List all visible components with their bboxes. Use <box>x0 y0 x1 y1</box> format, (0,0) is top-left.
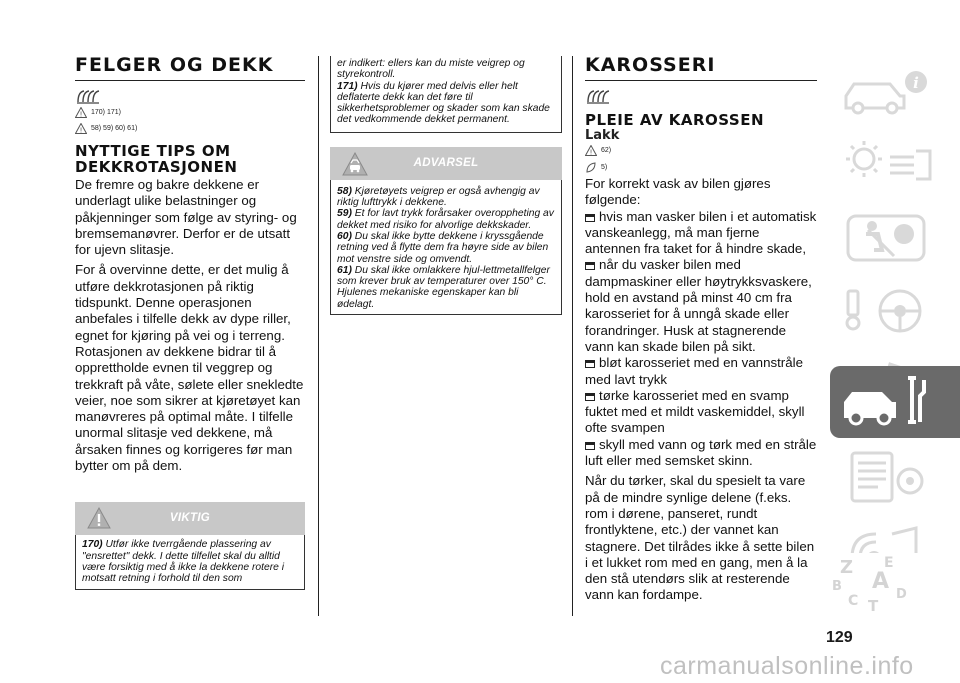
warning-number: 61) <box>337 264 352 276</box>
index-icon <box>830 553 960 619</box>
index-letter: T <box>868 597 879 615</box>
continued-note-box <box>330 56 562 133</box>
ref-numbers: 170) 171) <box>91 109 121 116</box>
list-item-text: når du vasker bilen med dampmaskiner eller høytrykksvaskere, hold en avstand på minst 40 cm fra karosseriet for å unngå skade eller forandringer. Husk at stagnerende vann kan skade bilen på sikt. <box>585 257 812 354</box>
advarsel-label: ADVARSEL <box>413 156 479 169</box>
index-letter: A <box>872 569 890 594</box>
caution-triangle-icon <box>585 145 597 156</box>
ref-row-1 <box>585 144 817 157</box>
body-text <box>585 176 817 604</box>
bullet-icon <box>585 393 595 401</box>
note-text: er indikert: ellers kan du miste veigrep og styrekontroll. <box>337 58 525 81</box>
warning-number: 58) <box>337 185 352 197</box>
caution-triangle-icon <box>75 107 87 118</box>
maintenance-icon <box>838 372 938 432</box>
nav-tab-technical-data[interactable] <box>830 441 960 513</box>
viktig-body <box>75 535 305 589</box>
bullet-icon <box>585 214 595 222</box>
nav-tab-safety[interactable] <box>830 204 960 276</box>
warning-text: Et for lavt trykk forårsaker overoppheting av dekket med risiko for alvorlige dekkskader. <box>337 208 554 231</box>
list-item <box>585 355 817 388</box>
body-text <box>75 177 305 474</box>
nav-tab-starting-driving[interactable] <box>830 277 960 349</box>
starting-driving-icon <box>838 283 938 343</box>
airbag-safety-icon <box>838 210 938 270</box>
note-text: Hvis du kjører med delvis eller helt deflaterte dekk kan det føre til sikkerhetsproblemer og skader som kan skade det vedkommende dekket permanent. <box>337 80 550 126</box>
viktig-label: VIKTIG <box>169 512 211 525</box>
ref-numbers: 62) <box>601 147 612 154</box>
warning-text: Du skal ikke omlakkere hjul-lettmetallfelger som krever bruk av temperaturer over 150° C. Hjulenes mekaniske egenskaper kan bli ødelagt. <box>337 264 550 310</box>
title-rule <box>75 80 305 81</box>
dashboard-lights-icon <box>838 137 938 197</box>
ref-row-1 <box>75 106 305 119</box>
paragraph: For å overvinne dette, er det mulig å utføre dekkrotasjonen på riktig tidspunkt. Denne operasjonen anbefales i tilfelle dekk av dype riller, egnet for kjøring på vei og i terreng. Rotasjonen av dekkene bidrar til å opprettholde evnen til veggrep og trekkraft på våte, sølete eller snekledte veier, noe som sikrer at kjøretøyet kan manøvreres på optimal måte. I tilfelle unormal slitasje ved dekkene, må årsaken finnes og korrigeres før man bytter om på dem. <box>75 262 304 474</box>
ref-numbers: 58) 59) 60) 61) <box>91 125 138 132</box>
paragraph: De fremre og bakre dekkene er underlagt ulike belastninger og påkjenninger som følge av styring- og bremsemanøvrer. Derfor er de utsatt for ujevn slitasje. <box>75 177 297 258</box>
paragraph: Når du tørker, skal du spesielt ta vare på de mindre synlige delene (f.eks. rom i dørene, panseret, rundt frontlyktene, etc.) der vannet kan stagnere. Det tilrådes ikke å sette bilen i et lukket rom med en gang, men å la den stå utendørs slik at resterende vann kan fordampe. <box>585 473 815 603</box>
nav-tab-car-info[interactable] <box>830 58 960 130</box>
paragraph: For korrekt vask av bilen gjøres følgende: <box>585 176 771 208</box>
list-item-text: hvis man vasker bilen i et automatisk vanskeanlegg, må man fjerne antennen fra taket for å hindre skade, <box>585 208 817 257</box>
right-column <box>585 54 817 608</box>
list-item <box>585 388 817 437</box>
column-divider <box>572 56 573 616</box>
bullet-icon <box>585 442 595 450</box>
left-column <box>75 54 305 590</box>
index-letter: E <box>884 555 894 571</box>
note-number: 170) <box>82 539 103 551</box>
list-item <box>585 257 817 355</box>
index-letter: D <box>896 587 907 602</box>
subsection-title: PLEIE AV KAROSSEN <box>585 111 765 129</box>
index-letter: C <box>848 593 859 609</box>
list-item <box>585 437 817 470</box>
caution-triangle-icon <box>75 123 87 134</box>
svg-text:!: ! <box>79 110 83 118</box>
svg-text:!: ! <box>589 148 593 156</box>
warning-text: Du skal ikke bytte dekkene i kryssgående retning ved å flytte dem fra høyre side av bilen mot venstre side og omvendt. <box>337 230 549 265</box>
viktig-box <box>75 502 305 589</box>
warning-number: 59) <box>337 208 352 220</box>
ref-row-2 <box>75 122 305 135</box>
index-letter: B <box>832 579 842 594</box>
page-number: 129 <box>826 629 853 646</box>
technical-data-icon <box>838 447 938 507</box>
warning-text: Kjøretøyets veigrep er også avhengig av riktig lufttrykk i dekkene. <box>337 185 540 209</box>
subsection-heading-lakk: Lakk <box>585 128 620 143</box>
svg-text:i: i <box>913 74 919 92</box>
column-divider <box>318 56 319 616</box>
viktig-header <box>75 502 305 535</box>
advarsel-box <box>330 147 562 315</box>
title-rule <box>585 80 817 81</box>
subtitle-line-1: NYTTIGE TIPS OM <box>75 142 231 160</box>
note-number: 171) <box>337 80 358 92</box>
advarsel-body <box>330 180 562 315</box>
bullet-icon <box>585 262 595 270</box>
warning-number: 60) <box>337 230 352 242</box>
nav-tab-maintenance-active[interactable] <box>830 366 960 438</box>
tire-icon <box>75 88 305 106</box>
nav-tab-index[interactable] <box>830 553 960 619</box>
nav-tab-dashboard-lights[interactable] <box>830 131 960 203</box>
ref-row-2 <box>585 161 817 174</box>
middle-column <box>330 56 562 315</box>
environment-leaf-icon <box>585 162 597 173</box>
car-wash-icon <box>585 88 817 106</box>
bullet-icon <box>585 360 595 368</box>
section-title-karosseri: KAROSSERI <box>585 54 716 76</box>
ref-numbers: 5) <box>601 164 608 171</box>
list-item <box>585 209 817 258</box>
note-text: Utfør ikke tverrgående plassering av "ensrettet" dekk. I dette tilfellet skal du alltid være forsiktig med å ikke la dekkene rotere i motsatt retning i forhold til den som <box>82 539 285 585</box>
subtitle-line-2: DEKKROTASJONEN <box>75 158 238 176</box>
section-title-felger: FELGER OG DEKK <box>75 54 274 76</box>
list-item-text: bløt karosseriet med en vannstråle med lavt trykk <box>585 355 803 387</box>
index-letter: Z <box>840 557 854 578</box>
watermark: carmanualsonline.info <box>660 652 914 680</box>
list-item-text: tørke karosseriet med en svamp fuktet med et mildt vaskemiddel, skyll ofte svampen <box>585 387 805 436</box>
advarsel-header <box>330 147 562 180</box>
list-item-text: skyll med vann og tørk med en stråle luft eller med semsket skinn. <box>585 436 817 469</box>
car-info-icon <box>838 64 938 124</box>
svg-text:!: ! <box>79 126 83 134</box>
